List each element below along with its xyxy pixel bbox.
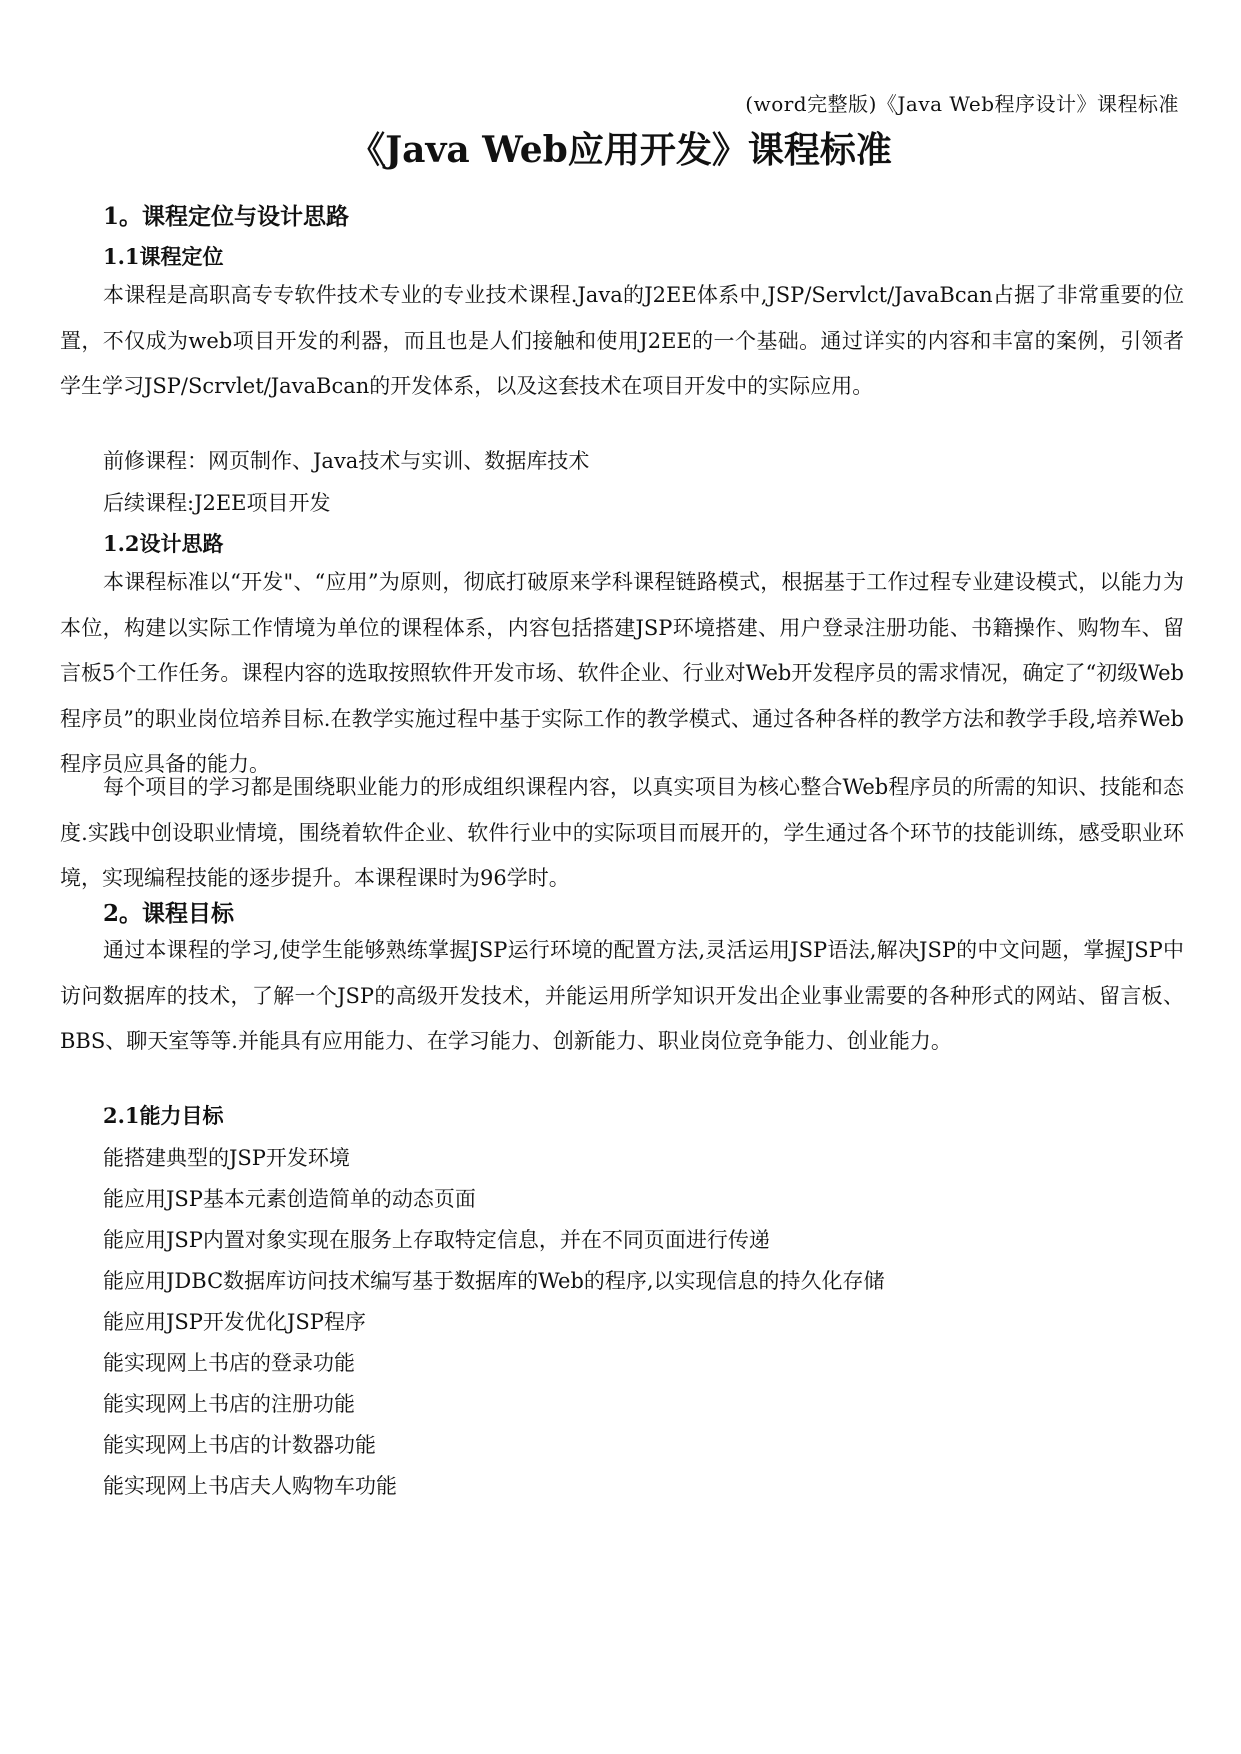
text-line-prerequisite-courses: 前修课程：网页制作、Java技术与实训、数据库技术 [103,449,590,473]
running-header: (word完整版)《Java Web程序设计》课程标准 [745,92,1179,116]
ability-item: 能实现网上书店夫人购物车功能 [103,1474,397,1498]
subsection-heading-1-1: 1.1课程定位 [103,244,224,269]
ability-item: 能实现网上书店的注册功能 [103,1392,355,1416]
ability-item: 能搭建典型的JSP开发环境 [103,1146,350,1170]
paragraph-project-learning: 每个项目的学习都是围绕职业能力的形成组织课程内容，以真实项目为核心整合Web程序员的所需的知识、技能和态度.实践中创设职业情境，围绕着软件企业、软件行业中的实际项目而展开的，学生通过各个环节的技能训练，感受职业环境，实现编程技能的逐步提升。本课程课时为96学时。 [60,775,1184,890]
ability-item: 能实现网上书店的登录功能 [103,1351,355,1375]
subsection-heading-2-1: 2.1能力目标 [103,1103,224,1128]
subsection-heading-1-2: 1.2设计思路 [103,531,224,556]
ability-item: 能应用JSP开发优化JSP程序 [103,1310,366,1334]
document-title: 《Java Web应用开发》课程标准 [349,129,892,171]
paragraph-course-objectives: 通过本课程的学习,使学生能够熟练掌握JSP运行环境的配置方法,灵活运用JSP语法,解决JSP的中文问题，掌握JSP中访问数据库的技术，了解一个JSP的高级开发技术，并能运用所学知识开发出企业事业需要的各种形式的网站、留言板、BBS、聊天室等等.并能具有应用能力、在学习能力、创新能力、职业岗位竞争能力、创业能力。 [60,938,1184,1053]
section-heading-2: 2。课程目标 [103,900,235,927]
ability-item: 能应用JSP基本元素创造简单的动态页面 [103,1187,476,1211]
ability-item: 能应用JDBC数据库访问技术编写基于数据库的Web的程序,以实现信息的持久化存储 [103,1269,885,1293]
ability-item: 能实现网上书店的计数器功能 [103,1433,376,1457]
section-heading-1: 1。课程定位与设计思路 [103,203,350,230]
ability-item: 能应用JSP内置对象实现在服务上存取特定信息，并在不同页面进行传递 [103,1228,770,1252]
paragraph-course-positioning: 本课程是高职高专专软件技术专业的专业技术课程.Java的J2EE体系中,JSP/Servlct/JavaBcan占据了非常重要的位置，不仅成为web项目开发的利器，而且也是人们接触和使用J2EE的一个基础。通过详实的内容和丰富的案例，引领者学生学习JSP/Scrvlet/JavaBcan的开发体系，以及这套技术在项目开发中的实际应用。 [60,283,1184,398]
text-line-follow-up-courses: 后续课程:J2EE项目开发 [103,491,331,515]
paragraph-design-rationale: 本课程标准以“开发"、“应用”为原则，彻底打破原来学科课程链路模式，根据基于工作过程专业建设模式，以能力为本位，构建以实际工作情境为单位的课程体系，内容包括搭建JSP环境搭建、用户登录注册功能、书籍操作、购物车、留言板5个工作任务。课程内容的选取按照软件开发市场、软件企业、行业对Web开发程序员的需求情况，确定了“初级Web程序员”的职业岗位培养目标.在教学实施过程中基于实际工作的教学模式、通过各种各样的教学方法和教学手段,培养Web程序员应具备的能力。 [60,570,1184,776]
